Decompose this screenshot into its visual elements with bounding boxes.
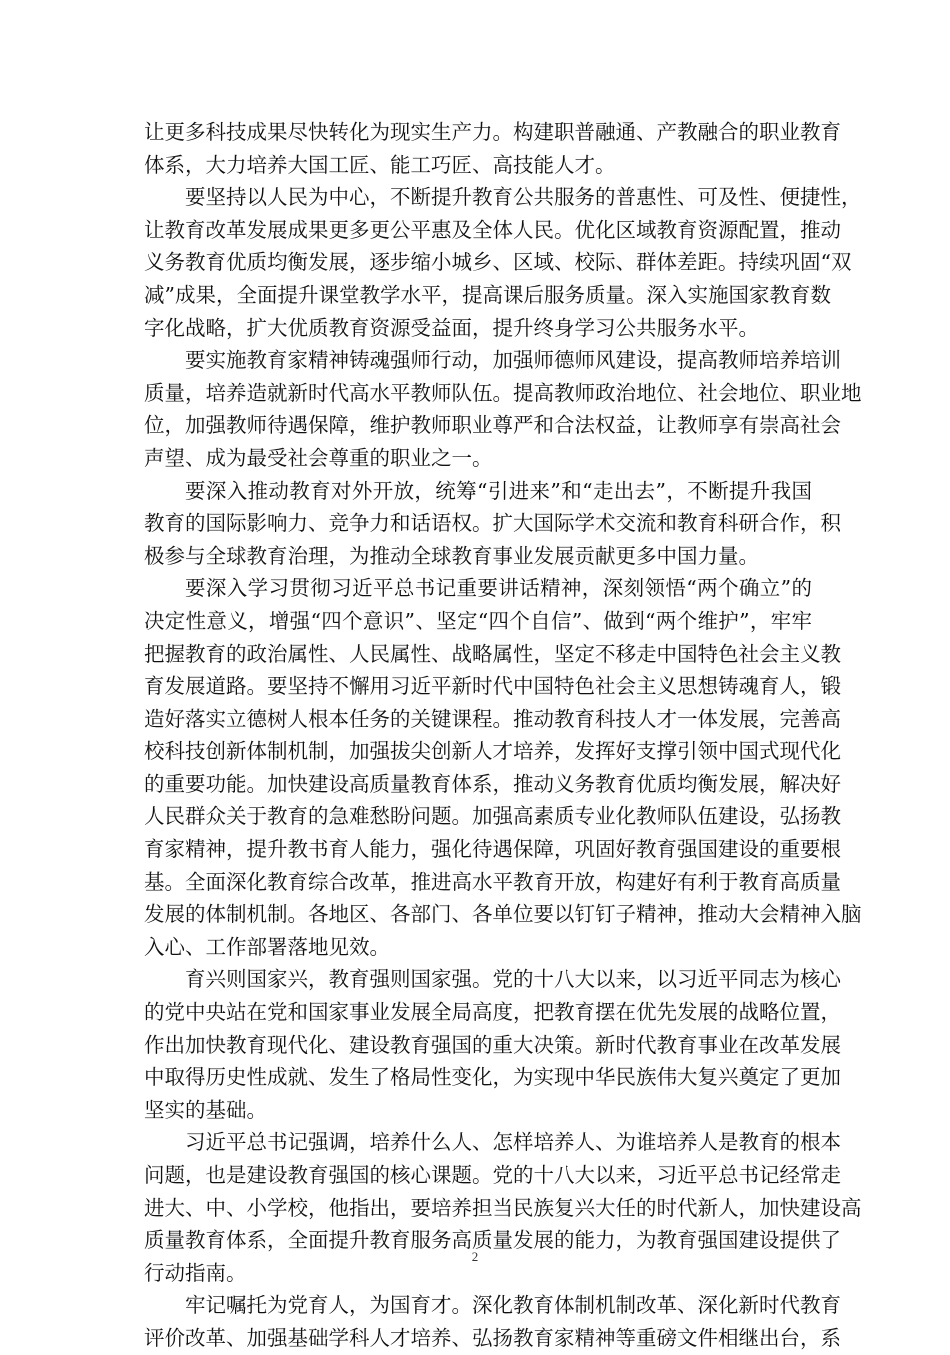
text-line: 体系，大力培养大国工匠、能工巧匠、高技能人才。 [144, 152, 616, 177]
paragraph [144, 963, 841, 1126]
text-line: 进大、中、小学校，他指出，要培养担当民族复兴大任的时代新人，加快建设高 [144, 1195, 862, 1220]
text-line: 校科技创新体制机制，加强拔尖创新人才培养，发挥好支撑引领中国式现代化 [144, 739, 841, 764]
page-number: 2 [471, 1249, 479, 1264]
text-line: 位，加强教师待遇保障，维护教师职业尊严和合法权益，让教师享有崇高社会 [144, 413, 841, 438]
text-line: 发展的体制机制。各地区、各部门、各单位要以钉钉子精神，推动大会精神入脑 [144, 902, 862, 927]
text-line: 入心、工作部署落地见效。 [144, 934, 390, 959]
text-line: 中取得历史性成就、发生了格局性变化，为实现中华民族伟大复兴奠定了更加 [144, 1065, 841, 1090]
paragraph [144, 572, 862, 963]
text-line: 评价改革、加强基础学科人才培养、弘扬教育家精神等重磅文件相继出台，系 [144, 1325, 841, 1350]
text-line: 育兴则国家兴，教育强则国家强。党的十八大以来，以习近平同志为核心 [185, 967, 841, 992]
text-line: 字化战略，扩大优质教育资源受益面，提升终身学习公共服务水平。 [144, 315, 759, 340]
text-line: 决定性意义，增强“四个意识”、坚定“四个自信”、做到“两个维护”，牢牢 [144, 608, 812, 633]
text-line: 人民群众关于教育的急难愁盼问题。加强高素质专业化教师队伍建设，弘扬教 [144, 804, 841, 829]
text-line: 作出加快教育现代化、建设教育强国的重大决策。新时代教育事业在改革发展 [144, 1032, 841, 1057]
paragraph [144, 116, 841, 181]
text-line: 习近平总书记强调，培养什么人、怎样培养人、为谁培养人是教育的根本 [185, 1130, 841, 1155]
text-line: 义务教育优质均衡发展，逐步缩小城乡、区域、校际、群体差距。持续巩固“双 [144, 250, 852, 275]
text-line: 声望、成为最受社会尊重的职业之一。 [144, 445, 493, 470]
paragraph [144, 344, 862, 474]
text-line: 育家精神，提升教书育人能力，强化待遇保障，巩固好教育强国建设的重要根 [144, 837, 841, 862]
text-line: 要坚持以人民为中心，不断提升教育公共服务的普惠性、可及性、便捷性， [185, 185, 862, 210]
text-line: 减”成果，全面提升课堂教学水平，提高课后服务质量。深入实施国家教育数 [144, 282, 831, 307]
text-line: 让教育改革发展成果更多更公平惠及全体人民。优化区域教育资源配置，推动 [144, 217, 841, 242]
body-text [144, 116, 862, 1355]
text-line: 问题，也是建设教育强国的核心课题。党的十八大以来，习近平总书记经常走 [144, 1163, 841, 1187]
text-line: 坚实的基础。 [144, 1097, 267, 1122]
text-line: 要深入学习贯彻习近平总书记重要讲话精神，深刻领悟“两个确立”的 [185, 576, 812, 601]
text-line: 质量教育体系，全面提升教育服务高质量发展的能力，为教育强国建设提供了 [144, 1228, 841, 1253]
text-line: 让更多科技成果尽快转化为现实生产力。构建职普融通、产教融合的职业教育 [144, 120, 841, 144]
text-line: 造好落实立德树人根本任务的关键课程。推动教育科技人才一体发展，完善高 [144, 706, 841, 731]
text-line: 牢记嘱托为党育人，为国育才。深化教育体制机制改革、深化新时代教育 [185, 1293, 841, 1318]
text-line: 教育的国际影响力、竞争力和话语权。扩大国际学术交流和教育科研合作，积 [144, 511, 841, 536]
text-line: 要实施教育家精神铸魂强师行动，加强师德师风建设，提高教师培养培训 [185, 348, 841, 373]
text-line: 要深入推动教育对外开放，统筹“引进来”和“走出去”，不断提升我国 [185, 478, 812, 503]
text-line: 行动指南。 [144, 1260, 247, 1285]
text-line: 质量，培养造就新时代高水平教师队伍。提高教师政治地位、社会地位、职业地 [144, 380, 862, 405]
paragraph [144, 181, 862, 344]
text-line: 的党中央站在党和国家事业发展全局高度，把教育摆在优先发展的战略位置， [144, 1000, 841, 1025]
paragraph [144, 1289, 841, 1354]
text-line: 育发展道路。要坚持不懈用习近平新时代中国特色社会主义思想铸魂育人，锻 [144, 674, 841, 699]
text-line: 极参与全球教育治理，为推动全球教育事业发展贡献更多中国力量。 [144, 543, 759, 568]
text-line: 把握教育的政治属性、人民属性、战略属性，坚定不移走中国特色社会主义教 [144, 641, 841, 666]
text-line: 的重要功能。加快建设高质量教育体系，推动义务教育优质均衡发展，解决好 [144, 771, 841, 796]
paragraph [144, 475, 841, 573]
text-line: 基。全面深化教育综合改革，推进高水平教育开放，构建好有利于教育高质量 [144, 869, 841, 894]
